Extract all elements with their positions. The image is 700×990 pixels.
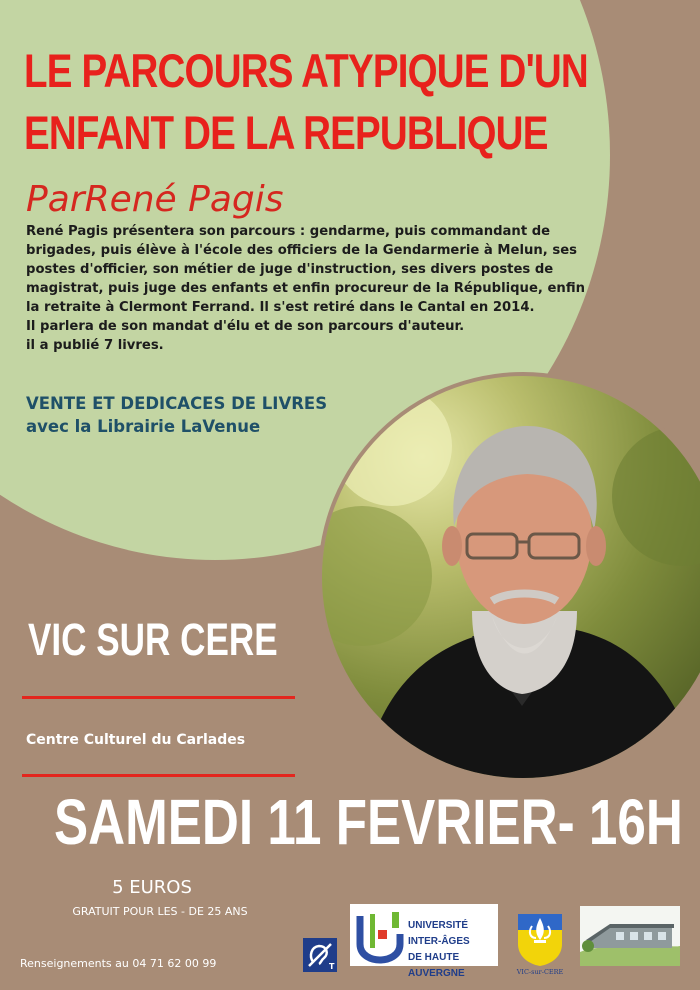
description-line: brigades, puis élève à l'école des officiers de la Gendarmerie à Melun, ses	[26, 243, 578, 258]
cultural-center-building	[580, 906, 680, 966]
fleur-de-lis-crest	[514, 910, 566, 968]
red-divider-bottom	[22, 774, 295, 777]
description-line: magistrat, puis juge des enfants et enfin procureur de la République, enfin	[26, 281, 585, 296]
book-signing-notice	[26, 392, 327, 438]
event-date: SAMEDI 11 FEVRIER- 16H	[54, 786, 683, 858]
university-line-1: UNIVERSITÉ INTER-ÂGES	[408, 920, 470, 947]
university-logo	[350, 904, 498, 979]
free-entry-note: GRATUIT POUR LES - DE 25 ANS	[72, 905, 248, 918]
ticket-price: 5 EUROS	[112, 877, 192, 898]
red-divider-top	[22, 696, 295, 699]
svg-text:T: T	[329, 962, 335, 971]
description-line: René Pagis présentera son parcours : gendarme, puis commandant de	[26, 224, 551, 239]
university-line-2: DE HAUTE AUVERGNE	[408, 952, 465, 979]
description-line: il a publié 7 livres.	[26, 338, 164, 353]
contact-info: Renseignements au 04 71 62 00 99	[20, 957, 217, 970]
event-description	[26, 222, 586, 355]
hearing-loop-icon	[303, 938, 337, 972]
town-crest-caption: VIC-sur-CERE	[516, 968, 564, 976]
description-line: la retraite à Clermont Ferrand. Il s'est retiré dans le Cantal en 2014.	[26, 300, 535, 315]
uia-logo	[352, 904, 408, 966]
town-name: VIC SUR CERE	[28, 614, 278, 665]
title-line-1: LE PARCOURS ATYPIQUE D'UN	[24, 44, 588, 97]
portrait-illustration	[322, 376, 700, 778]
book-signing-line-2: avec la Librairie LaVenue	[26, 417, 261, 436]
title-line-2: ENFANT DE LA REPUBLIQUE	[24, 106, 548, 159]
town-crest-logo	[514, 910, 566, 982]
event-title	[24, 40, 588, 164]
description-line: Il parlera de son mandat d'élu et de son parcours d'auteur.	[26, 319, 465, 334]
university-name	[408, 918, 496, 982]
book-signing-line-1: VENTE ET DEDICACES DE LIVRES	[26, 394, 328, 413]
description-line: postes d'officier, son métier de juge d'instruction, ses divers postes de	[26, 262, 554, 277]
author-portrait	[322, 376, 700, 778]
author-name: ParRené Pagis	[26, 179, 284, 220]
venue-name: Centre Culturel du Carlades	[26, 732, 246, 748]
